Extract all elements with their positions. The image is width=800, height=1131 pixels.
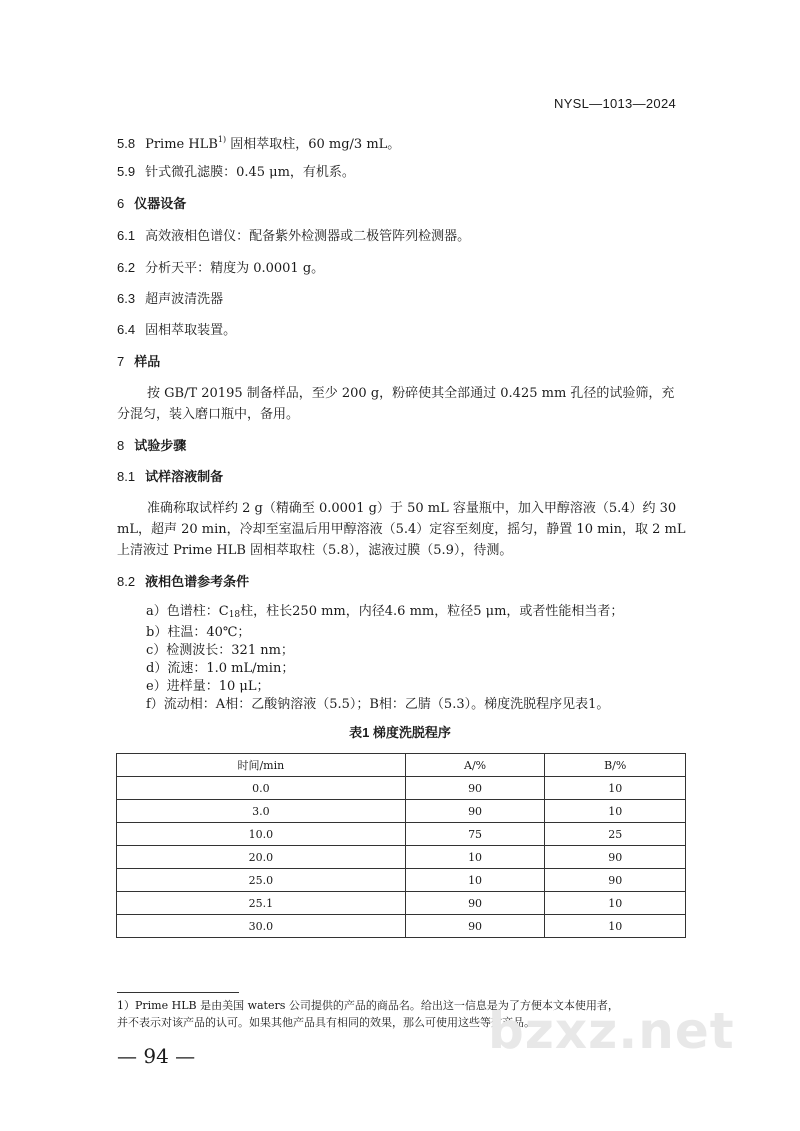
footnote-divider: [117, 992, 239, 993]
list-item: b）柱温：40℃；: [146, 625, 251, 640]
clause-6-2: [117, 258, 324, 278]
list-item: d）流速：1.0 mL/min；: [146, 661, 295, 676]
clause-number: 5.9: [117, 164, 136, 179]
column-header: 时间/min: [117, 754, 406, 777]
table-row: 25.1 90 10: [117, 892, 686, 915]
clause-8-1-paragraph: 准确称取试样约 2 g（精确至 0.0001 g）于 50 mL 容量瓶中，加入甲醇溶液（5.4）约 30 mL，超声 20 min，冷却至室温后用甲醇溶液（5.4）定容至刻度，摇匀，静置 10 min，取 2 mL 上清液过 Prime HLB 固相萃取柱（5.8），滤液过膜（5.9），待测。: [117, 501, 686, 558]
clause-title: 试样溶液制备: [145, 469, 224, 484]
conditions-list: [146, 603, 623, 714]
clause-8-2-heading: [117, 572, 249, 591]
standard-code: NYSL—1013—2024: [554, 96, 676, 111]
footnote-ref: 1): [217, 135, 227, 144]
clause-number: 8.2: [117, 574, 136, 589]
footnote-line: 1）Prime HLB 是由美国 waters 公司提供的产品的商品名。给出这一信息是为了方便本文本使用者，: [117, 999, 619, 1012]
clause-text: 超声波清洗器: [145, 292, 224, 307]
clause-5-9: [117, 162, 355, 182]
list-item: c）检测波长：321 nm；: [146, 643, 294, 658]
list-item: f）流动相：A相：乙酸钠溶液（5.5）；B相：乙腈（5.3）。梯度洗脱程序见表1。: [146, 697, 610, 712]
section-title: 试验步骤: [134, 438, 187, 453]
clause-text: 针式微孔滤膜：0.45 μm，有机系。: [145, 165, 355, 180]
clause-number: 6.2: [117, 260, 136, 275]
table-row: 10.0 75 25: [117, 823, 686, 846]
table-row: 20.0 10 90: [117, 846, 686, 869]
section-number: 6: [117, 196, 125, 211]
table-header-row: [117, 754, 686, 777]
table-title: 表1 梯度洗脱程序: [349, 725, 451, 740]
clause-text: 固相萃取装置。: [145, 323, 237, 338]
product-name: Prime HLB: [145, 137, 218, 152]
clause-5-8: [117, 130, 400, 154]
clause-text: 固相萃取柱，60 mg/3 mL。: [226, 137, 401, 152]
clause-number: 6.1: [117, 228, 136, 243]
section-title: 仪器设备: [134, 196, 187, 211]
clause-6-3: [117, 289, 223, 309]
page-number: — 94 —: [117, 1044, 196, 1068]
table-row: 25.0 10 90: [117, 869, 686, 892]
section-7-paragraph: 按 GB/T 20195 制备样品，至少 200 g，粉碎使其全部通过 0.425 mm 孔径的试验筛，充分混匀，装入磨口瓶中，备用。: [117, 386, 675, 422]
table-row: 3.0 90 10: [117, 800, 686, 823]
section-title: 样品: [134, 354, 161, 369]
clause-number: 6.3: [117, 291, 136, 306]
clause-title: 液相色谱参考条件: [145, 574, 250, 589]
clause-8-1-heading: [117, 467, 223, 486]
section-7-heading: [117, 352, 160, 371]
list-item: e）进样量：10 μL；: [146, 679, 270, 694]
clause-number: 5.8: [117, 136, 136, 151]
list-item: a）色谱柱：$C_{18}$柱，柱长250 mm，内径4.6 mm，粒径5 μm，或者性能相当者；: [146, 604, 624, 620]
column-header: A/%: [405, 754, 545, 777]
watermark: bzxz.net: [488, 1002, 735, 1060]
section-number: 7: [117, 354, 125, 369]
clause-text: 高效液相色谱仪：配备紫外检测器或二极管阵列检测器。: [145, 229, 471, 244]
clause-6-1: [117, 226, 470, 246]
table-row: 0.0 90 10: [117, 777, 686, 800]
section-6-heading: [117, 194, 186, 213]
footnote-line: 并不表示对该产品的认可。如果其他产品具有相同的效果，那么可使用这些等效产品。: [117, 1016, 535, 1029]
clause-6-4: [117, 320, 236, 340]
clause-number: 8.1: [117, 469, 136, 484]
clause-number: 6.4: [117, 322, 136, 337]
column-header: B/%: [545, 754, 686, 777]
clause-text: 分析天平：精度为 0.0001 g。: [145, 261, 325, 276]
gradient-table: [116, 753, 686, 938]
table-row: 30.0 90 10: [117, 915, 686, 938]
section-number: 8: [117, 438, 125, 453]
section-8-heading: [117, 436, 186, 455]
